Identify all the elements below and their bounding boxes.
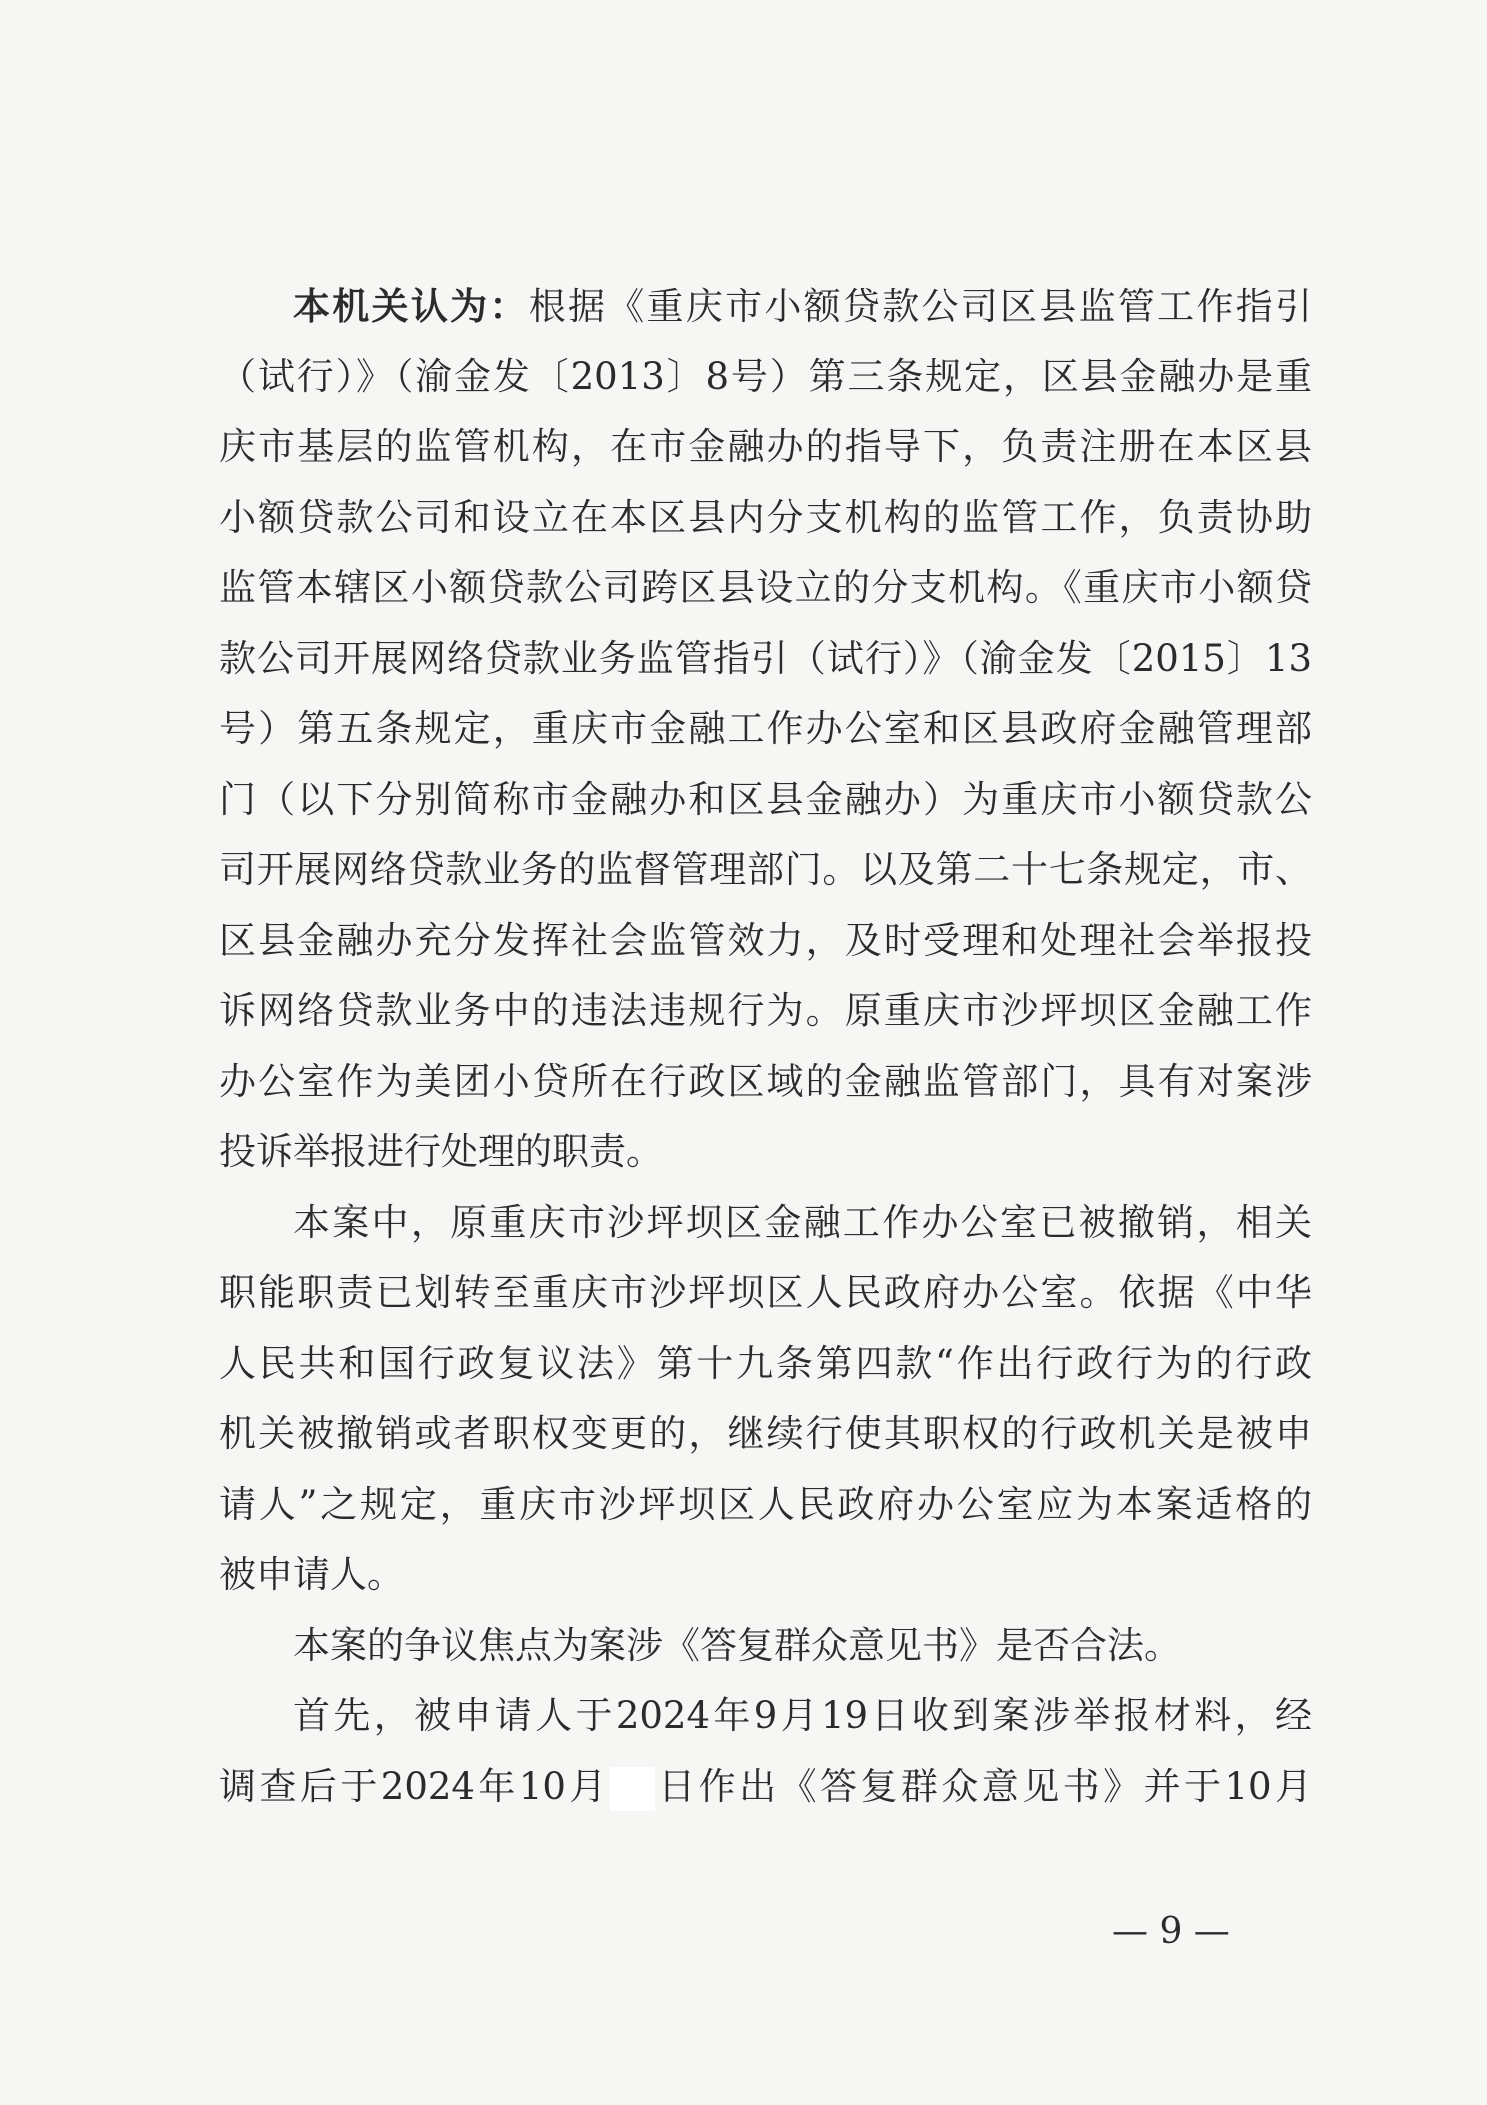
text-line: 小额贷款公司和设立在本区县内分支机构的监管工作，负责协助	[219, 495, 1312, 539]
text-line: 办公室作为美团小贷所在行政区域的金融监管部门，具有对案涉	[219, 1059, 1312, 1103]
text-line: 机关被撤销或者职权变更的，继续行使其职权的行政机关是被申	[219, 1412, 1312, 1455]
document-body	[219, 271, 1312, 1822]
text-line: 监管本辖区小额贷款公司跨区县设立的分支机构。《重庆市小额贷	[219, 566, 1312, 609]
redaction-box	[610, 1767, 655, 1811]
text-line: 请人”之规定，重庆市沙坪坝区人民政府办公室应为本案适格的	[219, 1482, 1312, 1526]
text-line	[219, 1752, 1312, 1823]
text-line: 人民共和国行政复议法》第十九条第四款“作出行政行为的行政	[219, 1341, 1312, 1385]
text-line: 庆市基层的监管机构，在市金融办的指导下，负责注册在本区县	[219, 425, 1312, 468]
text-line: 款公司开展网络贷款业务监管指引（试行）》（渝金发〔2015〕13	[219, 636, 1312, 680]
text-line: 首先，被申请人于2024年9月19日收到案涉举报材料，经	[293, 1694, 1312, 1737]
text-line	[293, 271, 1312, 342]
text-line-after-redaction: 日作出《答复群众意见书》并于10月	[654, 1764, 1312, 1808]
text-line: 本案的争议焦点为案涉《答复群众意见书》是否合法。	[293, 1623, 1181, 1667]
text-line: 司开展网络贷款业务的监督管理部门。以及第二十七条规定，市、	[219, 848, 1312, 891]
text-line: 本案中，原重庆市沙坪坝区金融工作办公室已被撤销，相关	[293, 1200, 1312, 1244]
text-line: 被申请人。	[219, 1553, 404, 1596]
opinion-label: 本机关认为：	[293, 284, 529, 328]
text-line: 投诉举报进行处理的职责。	[219, 1130, 663, 1173]
text-line: 区县金融办充分发挥社会监管效力，及时受理和处理社会举报投	[219, 918, 1312, 962]
text-line: 职能职责已划转至重庆市沙坪坝区人民政府办公室。依据《中华	[219, 1271, 1312, 1314]
text-line: （试行）》（渝金发〔2013〕8号）第三条规定，区县金融办是重	[219, 354, 1312, 398]
page-number: — 9 —	[1112, 1911, 1230, 1952]
text-line: 门（以下分别简称市金融办和区县金融办）为重庆市小额贷款公	[219, 777, 1312, 821]
text-line-content: 根据《重庆市小额贷款公司区县监管工作指引	[528, 285, 1313, 328]
text-line: 诉网络贷款业务中的违法违规行为。原重庆市沙坪坝区金融工作	[219, 989, 1312, 1032]
text-line: 号）第五条规定，重庆市金融工作办公室和区县政府金融管理部	[219, 707, 1312, 750]
text-line-before-redaction: 调查后于2024年10月	[219, 1764, 610, 1808]
